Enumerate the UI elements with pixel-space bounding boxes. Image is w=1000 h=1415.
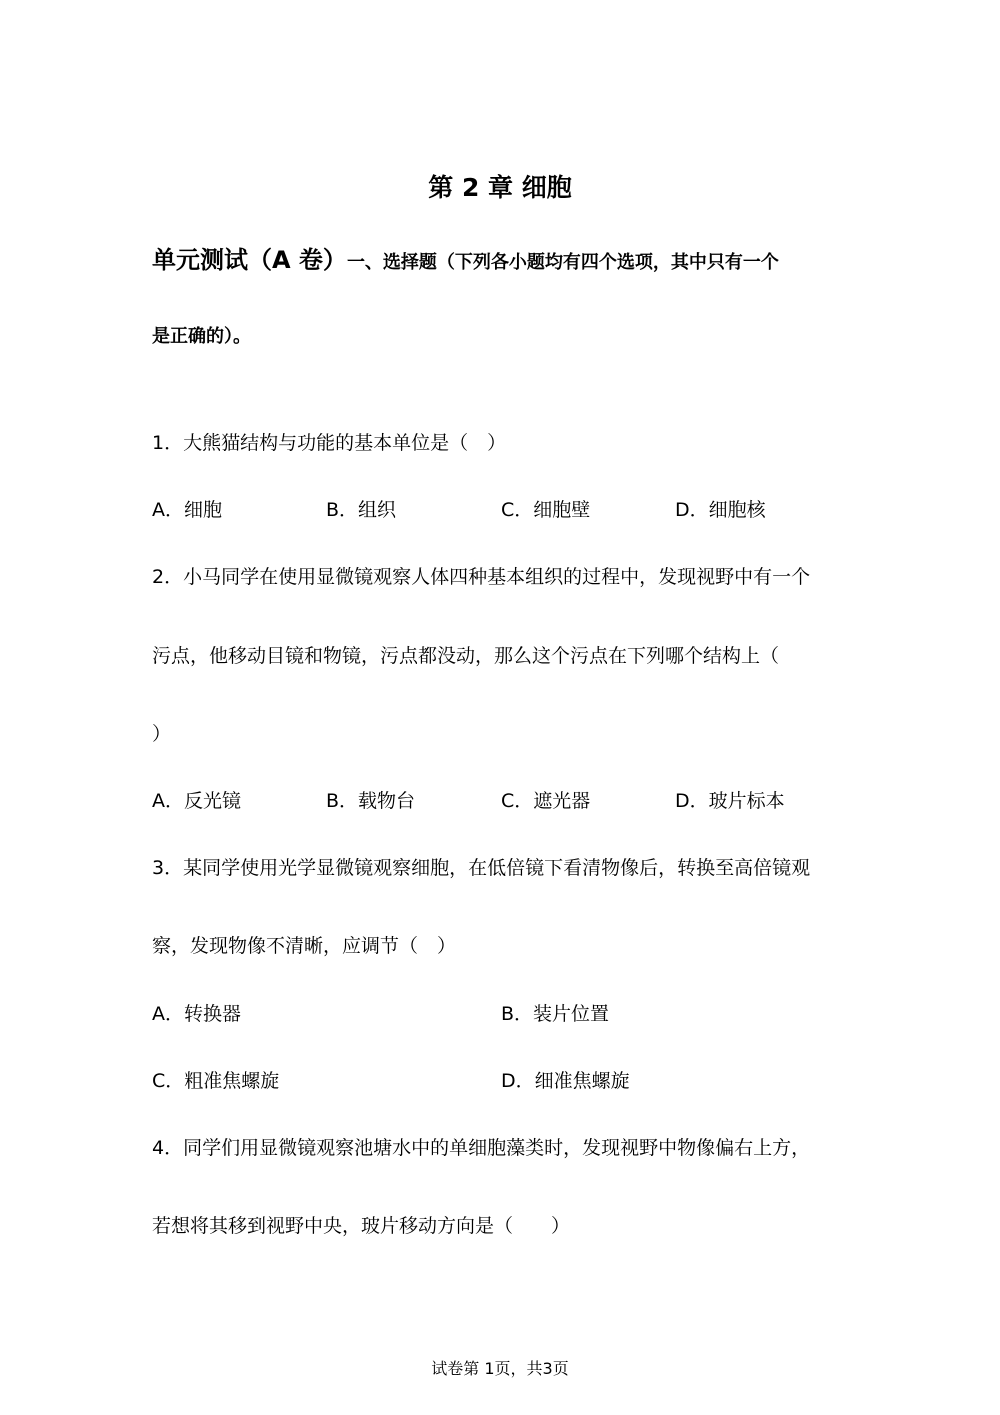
- page-footer: 试卷第 1页，共3页: [431, 1359, 569, 1378]
- question-3-text-line-1: 3．某同学使用光学显微镜观察细胞，在低倍镜下看清物像后，转换至高倍镜观: [152, 857, 811, 879]
- question-1-text: 1．大熊猫结构与功能的基本单位是（ ）: [152, 432, 507, 454]
- question-2-option-d: D．玻片标本: [675, 790, 785, 812]
- question-2-text-line-1: 2．小马同学在使用显微镜观察人体四种基本组织的过程中，发现视野中有一个: [152, 566, 811, 588]
- section-instruction: 一、选择题（下列各小题均有四个选项，其中只有一个: [346, 252, 779, 273]
- question-3-option-b: B．装片位置: [501, 1003, 610, 1025]
- question-4-text-line-2: 若想将其移到视野中央，玻片移动方向是（ ）: [152, 1215, 571, 1237]
- question-2-option-a: A．反光镜: [152, 790, 241, 812]
- question-2-option-b: B．载物台: [326, 790, 416, 812]
- unit-label: 单元测试（A 卷）: [152, 246, 347, 274]
- question-1-option-d: D．细胞核: [675, 499, 766, 521]
- page-title: 第 2 章 细胞: [428, 173, 572, 202]
- question-2-text-line-2: 污点，他移动目镜和物镜，污点都没动，那么这个污点在下列哪个结构上（: [152, 645, 780, 667]
- question-1-option-a: A．细胞: [152, 499, 222, 521]
- question-1-option-c: C．细胞壁: [501, 499, 591, 521]
- question-3-option-d: D．细准焦螺旋: [501, 1070, 630, 1092]
- question-3-option-c: C．粗准焦螺旋: [152, 1070, 280, 1092]
- question-4-text-line-1: 4．同学们用显微镜观察池塘水中的单细胞藻类时，发现视野中物像偏右上方，: [152, 1137, 811, 1159]
- section-heading: [152, 240, 779, 275]
- section-instruction-continued: 是正确的）。: [152, 326, 251, 347]
- question-2-option-c: C．遮光器: [501, 790, 591, 812]
- question-3-text-line-2: 察，发现物像不清晰，应调节（ ）: [152, 935, 457, 957]
- question-2-text-line-3: ）: [152, 723, 172, 745]
- question-3-option-a: A．转换器: [152, 1003, 241, 1025]
- question-1-option-b: B．组织: [326, 499, 397, 521]
